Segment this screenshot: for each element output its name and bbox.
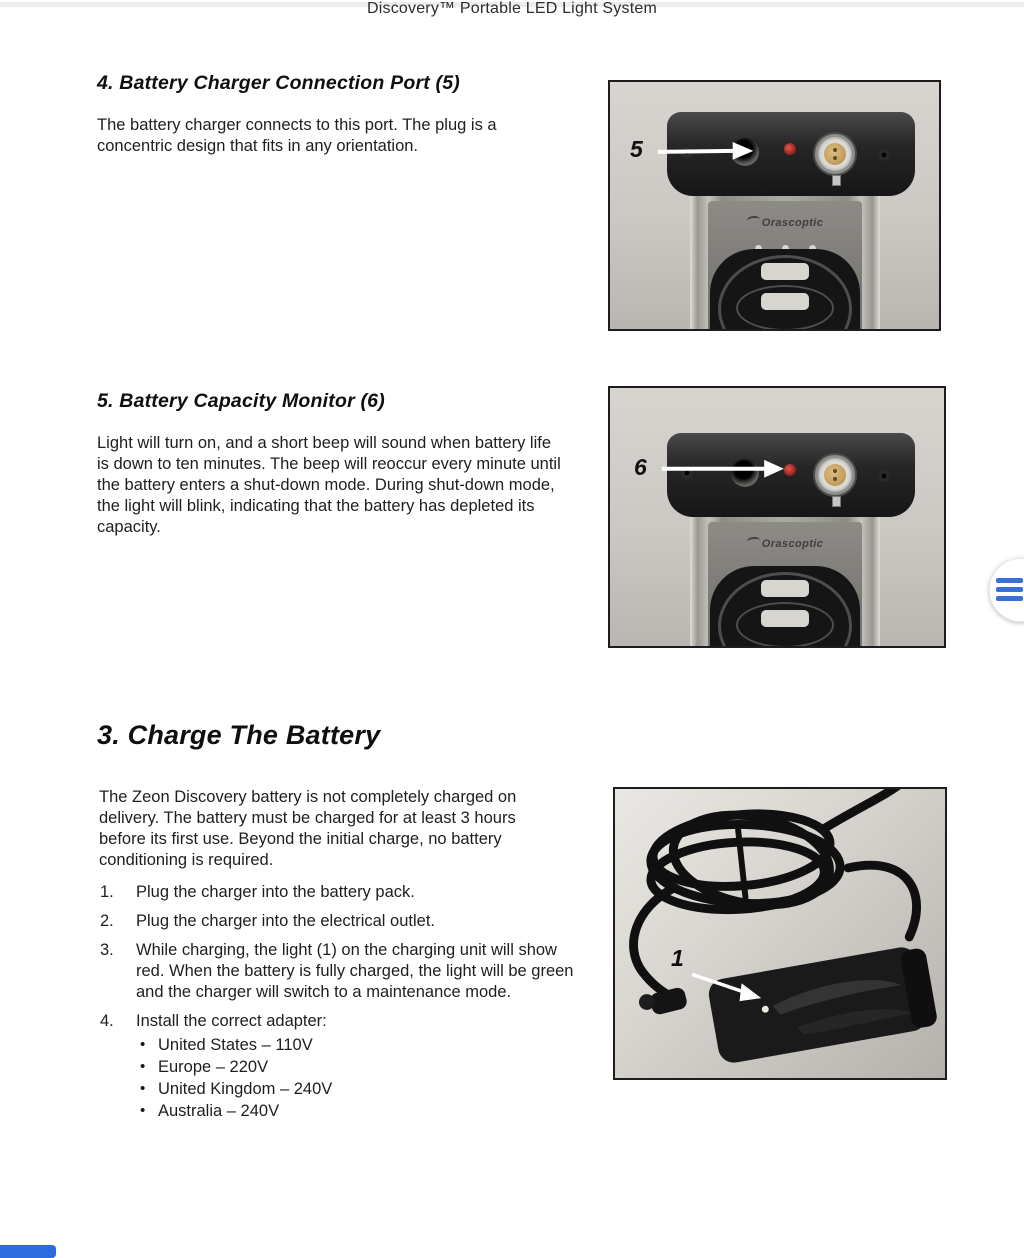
document-title: Discovery™ Portable LED Light System bbox=[367, 0, 657, 17]
battery-button-area bbox=[710, 566, 860, 646]
cable-connector-icon bbox=[815, 455, 855, 495]
step-text: While charging, the light (1) on the charging unit will show red. When the battery is fully charged, the light will be green and the charger will switch to a maintenance mode. bbox=[136, 941, 574, 1001]
adapter-list bbox=[140, 1034, 578, 1122]
charger-port-icon bbox=[731, 459, 759, 487]
battery-button-icon bbox=[761, 610, 809, 627]
list-item bbox=[100, 882, 578, 903]
menu-fab-button[interactable] bbox=[989, 558, 1024, 622]
screw-hole-icon bbox=[680, 145, 694, 159]
step-number: 4. bbox=[100, 1012, 114, 1030]
adapter-text: Australia – 240V bbox=[158, 1102, 280, 1120]
section-body-capacity-monitor: Light will turn on, and a short beep will sound when battery life is down to ten minutes. The beep will reoccur every minute until the battery enters a shut-down mode. During shut-down mode, the light will blink, indicating that the battery has depleted its capacity. bbox=[97, 434, 561, 536]
brand-logo: Orascoptic bbox=[708, 538, 862, 550]
battery-button-icon bbox=[761, 293, 809, 310]
list-item bbox=[140, 1078, 578, 1100]
step-text: Plug the charger into the electrical outlet. bbox=[136, 912, 436, 930]
screw-hole-icon bbox=[680, 466, 694, 480]
charger-illustration bbox=[615, 789, 945, 1078]
list-item bbox=[140, 1056, 578, 1078]
step-text: Install the correct adapter: bbox=[136, 1012, 327, 1030]
adapter-text: United States – 110V bbox=[158, 1036, 313, 1054]
bullet-icon: • bbox=[140, 1102, 146, 1119]
bullet-icon: • bbox=[140, 1080, 146, 1097]
charger-port-icon bbox=[731, 138, 759, 166]
figure-battery-charger-port-photo bbox=[608, 80, 941, 331]
list-item bbox=[100, 940, 578, 1003]
list-item bbox=[100, 911, 578, 932]
scroll-position-indicator bbox=[0, 1245, 56, 1258]
step-number: 1. bbox=[100, 883, 114, 901]
section-heading-capacity-monitor: 5. Battery Capacity Monitor (6) bbox=[97, 390, 385, 412]
charge-steps-list bbox=[100, 882, 578, 1122]
battery-button-icon bbox=[761, 580, 809, 597]
section-intro-charge-battery: The Zeon Discovery battery is not completely charged on delivery. The battery must be charged for at least 3 hours before its first use. Beyond the initial charge, no battery conditioning is required. bbox=[99, 788, 517, 869]
battery-top-panel bbox=[667, 433, 915, 517]
callout-number: 5 bbox=[630, 136, 643, 162]
brand-logo: Orascoptic bbox=[708, 217, 862, 229]
section-body-charger-port: The battery charger connects to this port. The plug is a concentric design that fits in any orientation. bbox=[97, 116, 497, 155]
battery-body bbox=[690, 196, 880, 329]
battery-body bbox=[690, 517, 880, 646]
bullet-icon: • bbox=[140, 1036, 146, 1053]
list-item bbox=[100, 1011, 578, 1032]
screw-hole-icon bbox=[878, 149, 890, 161]
step-number: 2. bbox=[100, 912, 114, 930]
battery-button-icon bbox=[761, 263, 809, 280]
battery-top-panel bbox=[667, 112, 915, 196]
list-item bbox=[140, 1100, 578, 1122]
battery-led-icon bbox=[784, 143, 796, 155]
step-number: 3. bbox=[100, 941, 114, 959]
section-heading-charge-battery: 3. Charge The Battery bbox=[97, 720, 381, 750]
callout-number: 1 bbox=[671, 945, 684, 971]
battery-led-icon bbox=[784, 464, 796, 476]
screw-hole-icon bbox=[878, 470, 890, 482]
section-heading-charger-port: 4. Battery Charger Connection Port (5) bbox=[97, 72, 460, 94]
adapter-text: Europe – 220V bbox=[158, 1058, 269, 1076]
step-text: Plug the charger into the battery pack. bbox=[136, 883, 415, 901]
figure-battery-capacity-monitor-photo bbox=[608, 386, 946, 648]
battery-button-area bbox=[710, 249, 860, 329]
callout-number: 6 bbox=[634, 454, 647, 480]
list-item bbox=[140, 1034, 578, 1056]
figure-charger-photo bbox=[613, 787, 947, 1080]
bullet-icon: • bbox=[140, 1058, 146, 1075]
cable-connector-icon bbox=[815, 134, 855, 174]
adapter-text: United Kingdom – 240V bbox=[158, 1080, 333, 1098]
